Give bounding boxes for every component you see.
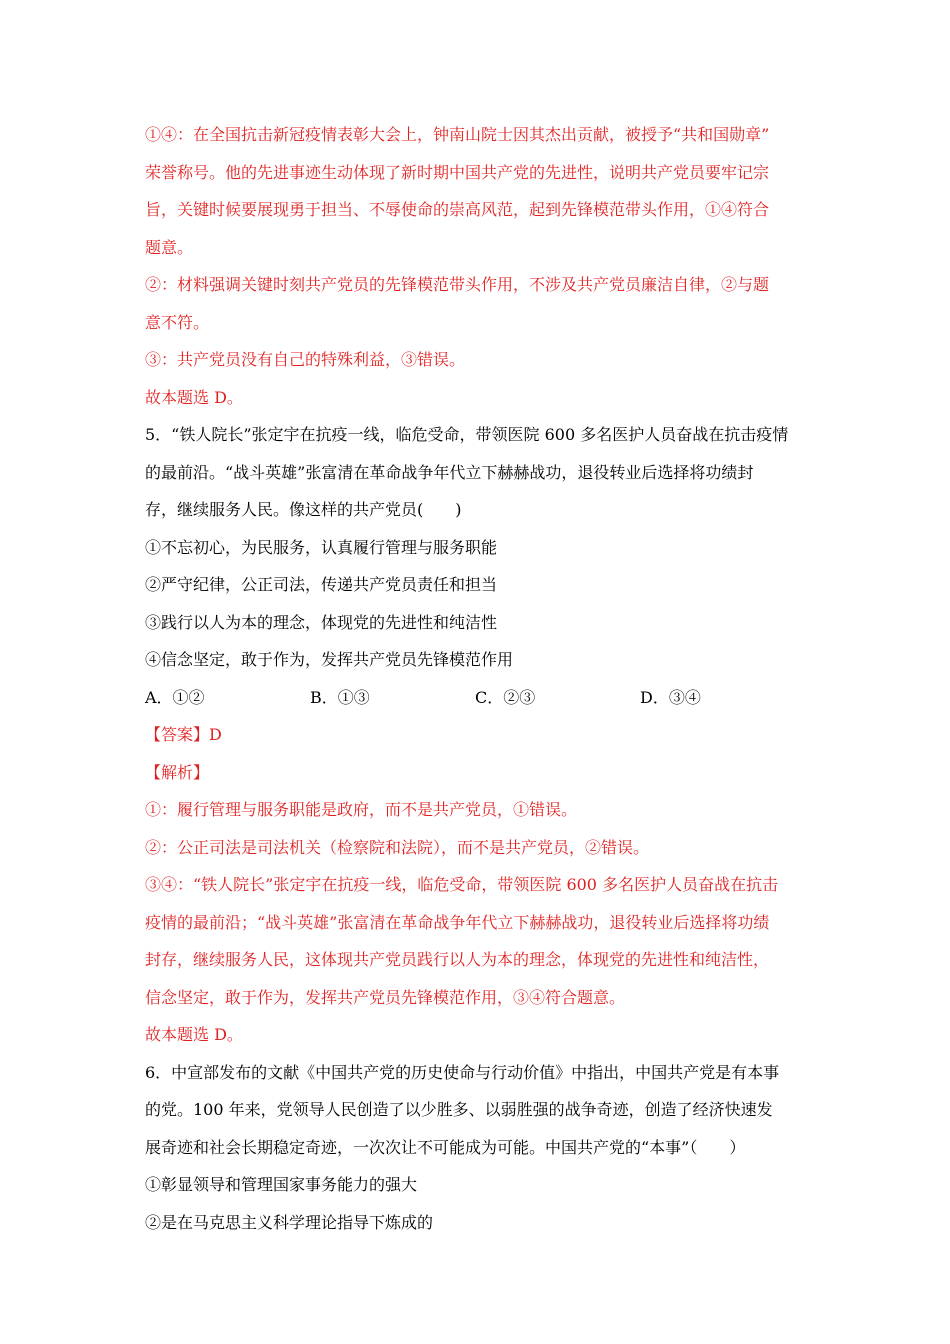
analysis-label: 【解析】 bbox=[145, 762, 210, 782]
analysis-line: ②：材料强调关键时刻共产党员的先锋模范带头作用，不涉及共产党员廉洁自律，②与题 bbox=[145, 275, 770, 294]
analysis-line: ③：共产党员没有自己的特殊利益，③错误。 bbox=[145, 350, 466, 369]
conclusion: 故本题选 D。 bbox=[145, 1025, 243, 1044]
question-stem: 6．中宣部发布的文献《中国共产党的历史使命与行动价值》中指出，中国共产党是有本事 bbox=[145, 1062, 780, 1082]
analysis-line: ②：公正司法是司法机关（检察院和法院），而不是共产党员，②错误。 bbox=[145, 837, 650, 857]
statement-item: ①彰显领导和管理国家事务能力的强大 bbox=[145, 1175, 418, 1194]
option-c: C．②③ bbox=[475, 687, 536, 707]
statement-item: ③践行以人为本的理念，体现党的先进性和纯洁性 bbox=[145, 612, 498, 632]
answer-label: 【答案】 bbox=[145, 725, 210, 744]
option-b: B．①③ bbox=[310, 687, 370, 707]
statement-item: ①不忘初心，为民服务，认真履行管理与服务职能 bbox=[145, 537, 498, 557]
analysis-line: 意不符。 bbox=[145, 312, 210, 332]
answer-value: D bbox=[209, 725, 222, 744]
answer-options bbox=[145, 679, 810, 717]
statement-item: ②严守纪律，公正司法，传递共产党员责任和担当 bbox=[145, 575, 498, 594]
answer-line bbox=[145, 716, 810, 754]
analysis-line: ①：履行管理与服务职能是政府，而不是共产党员，①错误。 bbox=[145, 800, 578, 819]
analysis-line: 疫情的最前沿；“战斗英雄”张富清在革命战争年代立下赫赫战功，退役转业后选择将功绩 bbox=[145, 912, 770, 932]
question-stem: 的党。100 年来，党领导人民创造了以少胜多、以弱胜强的战争奇迹，创造了经济快速发 bbox=[145, 1100, 773, 1119]
prev-analysis bbox=[145, 116, 810, 416]
analysis-line: ①④：在全国抗击新冠疫情表彰大会上，钟南山院士因其杰出贡献，被授予“共和国勋章” bbox=[145, 125, 770, 144]
option-a: A．①② bbox=[145, 687, 205, 707]
analysis-line: 封存，继续服务人民，这体现共产党员践行以人为本的理念，体现党的先进性和纯洁性， bbox=[145, 950, 770, 969]
statement-item: ④信念坚定，敢于作为，发挥共产党员先锋模范作用 bbox=[145, 650, 514, 669]
question-stem: 展奇迹和社会长期稳定奇迹，一次次让不可能成为可能。中国共产党的“本事”（ ） bbox=[145, 1137, 746, 1157]
document-page bbox=[145, 116, 810, 1241]
conclusion: 故本题选 D。 bbox=[145, 387, 243, 407]
analysis-heading bbox=[145, 754, 810, 792]
question-6 bbox=[145, 1054, 810, 1242]
analysis-line: 荣誉称号。他的先进事迹生动体现了新时期中国共产党的先进性，说明共产党员要牢记宗 bbox=[145, 162, 770, 182]
question-stem: 5．“铁人院长”张定宇在抗疫一线，临危受命，带领医院 600 多名医护人员奋战在抗击疫情 bbox=[145, 425, 789, 444]
analysis-line: 旨，关键时候要展现勇于担当、不辱使命的崇高风范，起到先锋模范带头作用，①④符合 bbox=[145, 200, 770, 219]
analysis-line: 题意。 bbox=[145, 237, 194, 257]
option-d: D．③④ bbox=[640, 687, 701, 707]
question-5 bbox=[145, 416, 810, 1054]
statement-item: ②是在马克思主义科学理论指导下炼成的 bbox=[145, 1212, 434, 1232]
analysis-line: 信念坚定，敢于作为，发挥共产党员先锋模范作用，③④符合题意。 bbox=[145, 987, 626, 1007]
question-stem: 存，继续服务人民。像这样的共产党员( ) bbox=[145, 500, 462, 519]
question-stem: 的最前沿。“战斗英雄”张富清在革命战争年代立下赫赫战功，退役转业后选择将功绩封 bbox=[145, 462, 754, 482]
analysis-line: ③④：“铁人院长”张定宇在抗疫一线，临危受命，带领医院 600 多名医护人员奋战在抗击 bbox=[145, 875, 779, 894]
